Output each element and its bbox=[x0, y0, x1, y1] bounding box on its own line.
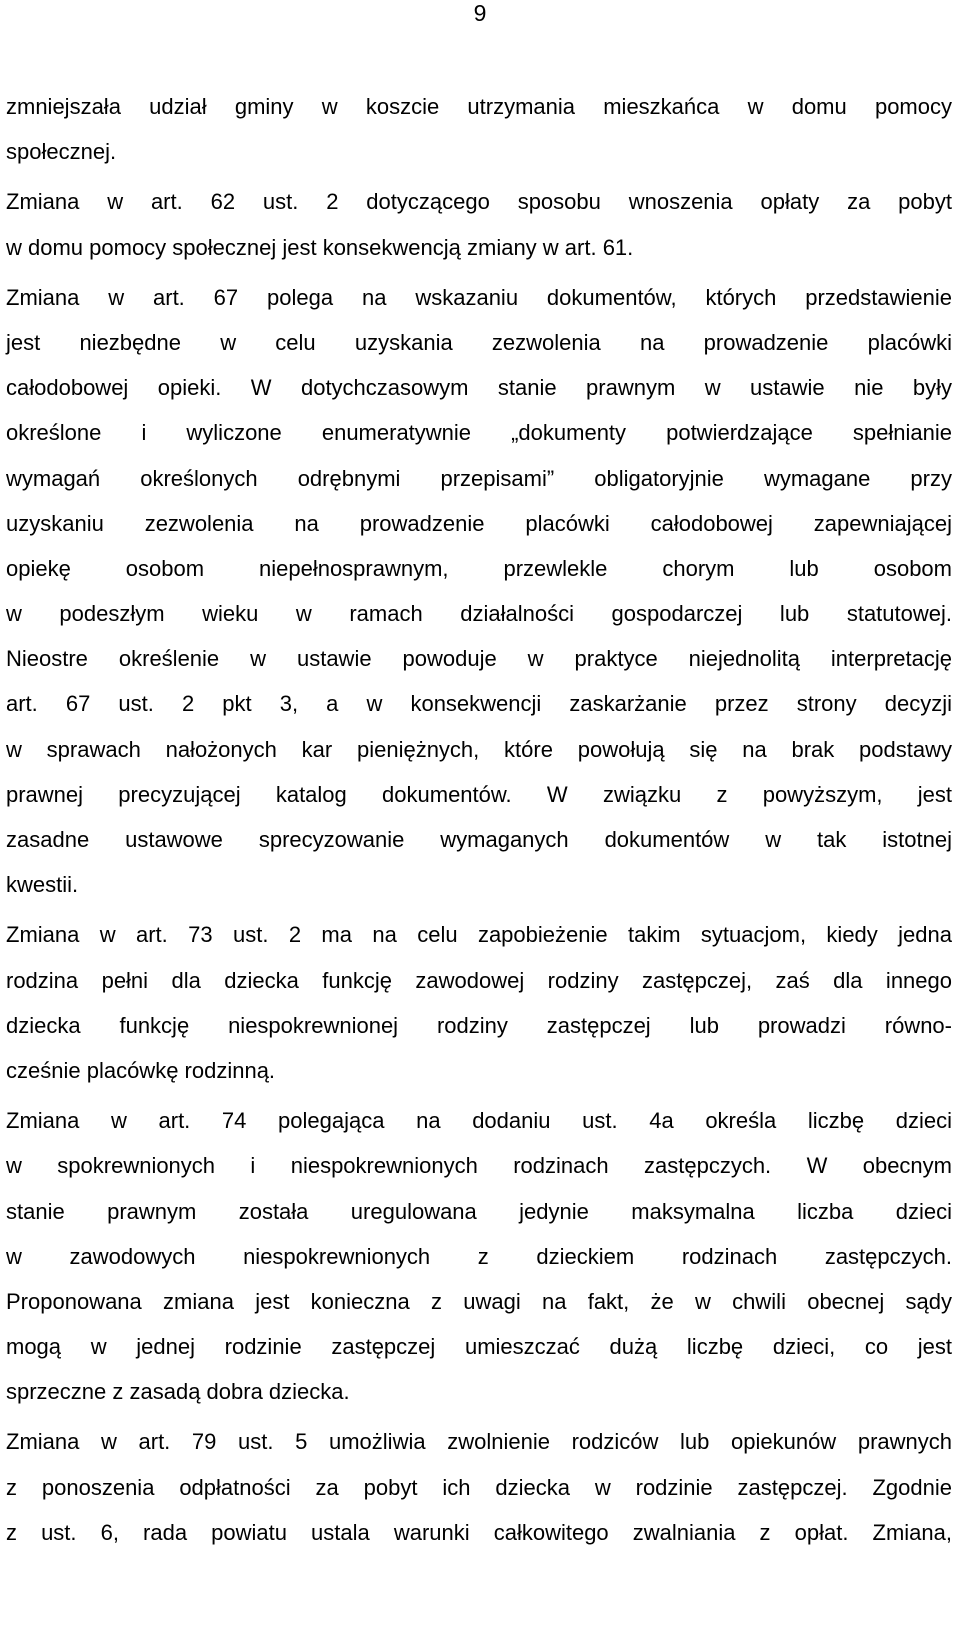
paragraph bbox=[0, 1419, 958, 1555]
paragraph bbox=[0, 84, 958, 174]
text-line: sprzeczne z zasadą dobra dziecka. bbox=[6, 1379, 350, 1405]
text-line: Proponowana zmiana jest konieczna z uwagi na fakt, że w chwili obecnej sądy bbox=[6, 1288, 952, 1314]
text-line: w spokrewnionych i niespokrewnionych rodzinach zastępczych. W obecnym bbox=[6, 1153, 952, 1179]
text-line: prawnej precyzującej katalog dokumentów. W związku z powyższym, jest bbox=[6, 781, 952, 807]
text-line: rodzina pełni dla dziecka funkcję zawodowej rodziny zastępczej, zaś dla innego bbox=[6, 967, 952, 993]
text-line: art. 67 ust. 2 pkt 3, a w konsekwencji zaskarżanie przez strony decyzji bbox=[6, 691, 952, 717]
text-line: mogą w jednej rodzinie zastępczej umieszczać dużą liczbę dzieci, co jest bbox=[6, 1334, 952, 1360]
paragraph bbox=[0, 275, 958, 908]
text-line: Nieostre określenie w ustawie powoduje w praktyce niejednolitą interpretację bbox=[6, 646, 952, 672]
text-line: Zmiana w art. 62 ust. 2 dotyczącego sposobu wnoszenia opłaty za pobyt bbox=[6, 189, 952, 215]
text-line: w sprawach nałożonych kar pieniężnych, które powołują się na brak podstawy bbox=[6, 736, 952, 762]
text-line: określone i wyliczone enumeratywnie „dokumenty potwierdzające spełnianie bbox=[6, 420, 952, 446]
text-line: w domu pomocy społecznej jest konsekwencją zmiany w art. 61. bbox=[6, 234, 634, 260]
paragraph bbox=[0, 1098, 958, 1414]
text-line: stanie prawnym została uregulowana jedynie maksymalna liczba dzieci bbox=[6, 1198, 952, 1224]
text-line: dziecka funkcję niespokrewnionej rodziny zastępczej lub prowadzi równo- bbox=[6, 1012, 952, 1038]
text-line: Zmiana w art. 79 ust. 5 umożliwia zwolnienie rodziców lub opiekunów prawnych bbox=[6, 1429, 952, 1455]
text-line: jest niezbędne w celu uzyskania zezwolenia na prowadzenie placówki bbox=[6, 329, 952, 355]
text-line: społecznej. bbox=[6, 139, 117, 165]
text-line: z ust. 6, rada powiatu ustala warunki całkowitego zwalniania z opłat. Zmiana, bbox=[6, 1519, 952, 1545]
text-line: w podeszłym wieku w ramach działalności gospodarczej lub statutowej. bbox=[6, 601, 952, 627]
text-line: z ponoszenia odpłatności za pobyt ich dziecka w rodzinie zastępczej. Zgodnie bbox=[6, 1474, 952, 1500]
text-line: cześnie placówkę rodzinną. bbox=[6, 1057, 276, 1083]
paragraph bbox=[0, 912, 958, 1093]
paragraph bbox=[0, 179, 958, 269]
document-body bbox=[0, 84, 958, 1555]
text-line: zmniejszała udział gminy w koszcie utrzymania mieszkańca w domu pomocy bbox=[6, 94, 952, 119]
text-line: Zmiana w art. 74 polegająca na dodaniu ust. 4a określa liczbę dzieci bbox=[6, 1108, 952, 1134]
text-line: wymagań określonych odrębnymi przepisami” obligatoryjnie wymagane przy bbox=[6, 465, 952, 491]
text-line: uzyskaniu zezwolenia na prowadzenie placówki całodobowej zapewniającej bbox=[6, 510, 952, 536]
text-line: Zmiana w art. 67 polega na wskazaniu dokumentów, których przedstawienie bbox=[6, 284, 952, 310]
text-line: kwestii. bbox=[6, 872, 79, 898]
text-line: Zmiana w art. 73 ust. 2 ma na celu zapobieżenie takim sytuacjom, kiedy jedna bbox=[6, 922, 952, 948]
text-line: w zawodowych niespokrewnionych z dzieckiem rodzinach zastępczych. bbox=[6, 1243, 952, 1269]
text-line: zasadne ustawowe sprecyzowanie wymaganych dokumentów w tak istotnej bbox=[6, 827, 952, 852]
text-line: całodobowej opieki. W dotychczasowym stanie prawnym w ustawie nie były bbox=[6, 375, 952, 401]
page-number: 9 bbox=[473, 0, 487, 26]
text-line: opiekę osobom niepełnosprawnym, przewlekle chorym lub osobom bbox=[6, 555, 952, 581]
